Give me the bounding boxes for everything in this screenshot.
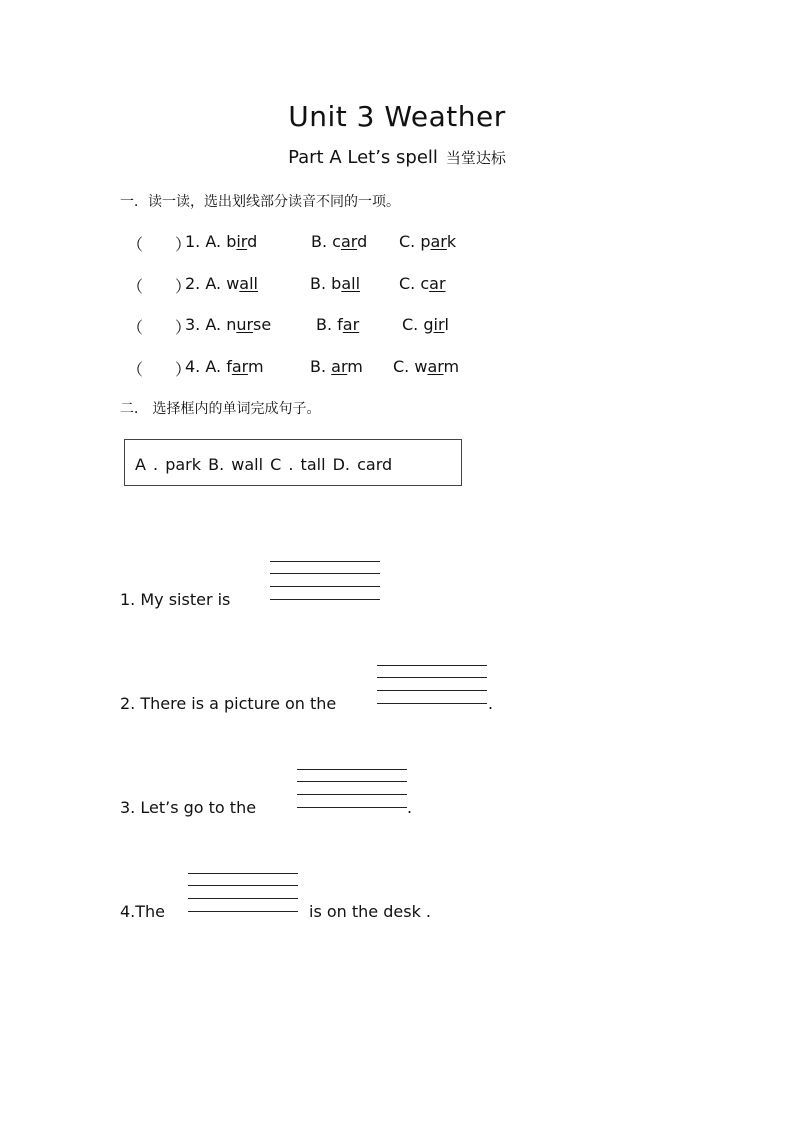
option-b: B. far xyxy=(316,315,360,334)
page-title: Unit 3 Weather xyxy=(288,100,506,133)
sentence-4-ending: is on the desk . xyxy=(309,902,431,921)
page-subtitle xyxy=(0,147,794,168)
answer-parentheses[interactable]: （ ） xyxy=(127,360,192,379)
section-2-heading: 二． 选择框内的单词完成句子。 xyxy=(120,401,321,417)
writing-lines-3[interactable] xyxy=(297,769,407,811)
underlined-letters: ar xyxy=(331,357,348,376)
underlined-letters: ir xyxy=(433,315,445,334)
underlined-letters: ur xyxy=(236,315,254,334)
underlined-letters: all xyxy=(341,274,361,293)
underlined-letters: ar xyxy=(427,357,444,376)
underlined-letters: ar xyxy=(342,315,360,334)
option-b: B. arm xyxy=(310,357,363,376)
sentence-3-period: . xyxy=(407,798,413,817)
subtitle-english: Part A Let’s spell xyxy=(288,147,438,168)
writing-lines-1[interactable] xyxy=(270,561,380,603)
option-a: 4. A. farm xyxy=(185,357,264,376)
underlined-letters: ar xyxy=(231,357,248,376)
option-c: C. park xyxy=(399,232,457,251)
subtitle-chinese: 当堂达标 xyxy=(445,149,506,167)
underlined-letters: ar xyxy=(340,232,358,251)
writing-lines-2[interactable] xyxy=(377,665,487,707)
answer-parentheses[interactable]: （ ） xyxy=(127,235,192,254)
option-a: 2. A. wall xyxy=(185,274,258,293)
sentence-2-text: 2. There is a picture on the xyxy=(120,694,337,713)
option-b: B. ball xyxy=(310,274,361,293)
sentence-2-period: . xyxy=(488,694,494,713)
sentence-3-text: 3. Let’s go to the xyxy=(120,798,257,817)
option-c: C. car xyxy=(399,274,446,293)
option-a: 1. A. bird xyxy=(185,232,258,251)
underlined-letters: all xyxy=(239,274,258,293)
option-c: C. warm xyxy=(393,357,460,376)
word-choice-box: A . park B. wall C . tall D. card xyxy=(124,439,462,486)
option-a: 3. A. nurse xyxy=(185,315,272,334)
option-b: B. card xyxy=(311,232,368,251)
underlined-letters: ar xyxy=(430,232,447,251)
writing-lines-4[interactable] xyxy=(188,873,298,915)
section-1-heading: 一．读一读，选出划线部分读音不同的一项。 xyxy=(120,194,400,210)
underlined-letters: ar xyxy=(429,274,446,293)
answer-parentheses[interactable]: （ ） xyxy=(127,318,192,337)
sentence-1-text: 1. My sister is xyxy=(120,590,231,609)
underlined-letters: ir xyxy=(236,232,248,251)
option-c: C. girl xyxy=(402,315,449,334)
answer-parentheses[interactable]: （ ） xyxy=(127,277,192,296)
sentence-4-text: 4.The xyxy=(120,902,166,921)
